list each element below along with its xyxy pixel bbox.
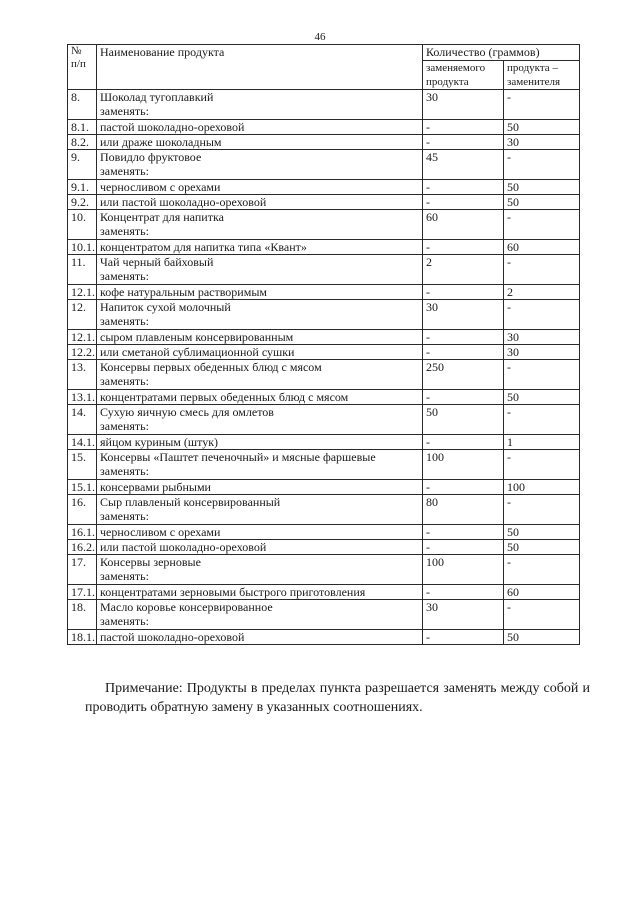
row-number: 15.1. xyxy=(68,480,97,495)
product-name: Сухую яичную смесь для омлетов xyxy=(100,405,274,419)
replace-label: заменять: xyxy=(100,464,149,478)
substitute-quantity: 30 xyxy=(504,330,580,345)
table-row xyxy=(68,480,580,495)
product-name: пастой шоколадно-ореховой xyxy=(100,630,245,644)
row-number: 10. xyxy=(68,210,97,240)
substitute-quantity: 100 xyxy=(504,480,580,495)
row-number: 17. xyxy=(68,555,97,585)
replaced-quantity: - xyxy=(423,525,504,540)
table-row xyxy=(68,345,580,360)
substitute-quantity: - xyxy=(504,210,580,240)
product-name: или пастой шоколадно-ореховой xyxy=(100,540,267,554)
table-row xyxy=(68,360,580,390)
substitute-quantity: - xyxy=(504,300,580,330)
row-number: 8.1. xyxy=(68,120,97,135)
row-number: 9.2. xyxy=(68,195,97,210)
substitute-quantity: - xyxy=(504,405,580,435)
product-name: кофе натуральным растворимым xyxy=(100,285,267,299)
replaced-quantity: - xyxy=(423,330,504,345)
product-name: или драже шоколадным xyxy=(100,135,222,149)
product-name: Напиток сухой молочный xyxy=(100,300,231,314)
product-name-cell xyxy=(97,180,423,195)
product-name: Концентрат для напитка xyxy=(100,210,224,224)
product-name: Консервы первых обеденных блюд с мясом xyxy=(100,360,322,374)
replaced-quantity: - xyxy=(423,285,504,300)
product-name: Консервы «Паштет печеночный» и мясные фаршевые xyxy=(100,450,376,464)
row-number: 12.2. xyxy=(68,345,97,360)
table-row xyxy=(68,405,580,435)
substitute-quantity: 50 xyxy=(504,195,580,210)
row-number: 12. xyxy=(68,300,97,330)
replaced-quantity: - xyxy=(423,480,504,495)
product-name-cell xyxy=(97,150,423,180)
replaced-quantity: 100 xyxy=(423,450,504,480)
product-name-cell xyxy=(97,525,423,540)
product-name-cell xyxy=(97,390,423,405)
product-name-cell xyxy=(97,495,423,525)
substitute-quantity: 50 xyxy=(504,630,580,645)
table-row xyxy=(68,135,580,150)
table-row xyxy=(68,210,580,240)
table-row xyxy=(68,585,580,600)
table-row xyxy=(68,435,580,450)
replaced-quantity: 2 xyxy=(423,255,504,285)
replaced-quantity: 50 xyxy=(423,405,504,435)
header-replaced: заменяемого продукта xyxy=(423,61,504,90)
substitute-quantity: 30 xyxy=(504,345,580,360)
replace-label: заменять: xyxy=(100,419,149,433)
table-row xyxy=(68,390,580,405)
table-row xyxy=(68,90,580,120)
row-number: 9.1. xyxy=(68,180,97,195)
substitute-quantity: 50 xyxy=(504,525,580,540)
replace-label: заменять: xyxy=(100,224,149,238)
table-row xyxy=(68,555,580,585)
table-row xyxy=(68,255,580,285)
product-name-cell xyxy=(97,450,423,480)
table-row xyxy=(68,150,580,180)
substitute-quantity: - xyxy=(504,360,580,390)
table-row xyxy=(68,195,580,210)
table-row xyxy=(68,180,580,195)
table-row xyxy=(68,120,580,135)
product-name: Повидло фруктовое xyxy=(100,150,202,164)
replace-label: заменять: xyxy=(100,314,149,328)
table-row xyxy=(68,495,580,525)
row-number: 16. xyxy=(68,495,97,525)
product-name-cell xyxy=(97,135,423,150)
replaced-quantity: - xyxy=(423,345,504,360)
substitute-quantity: 50 xyxy=(504,120,580,135)
product-name: концентратами зерновыми быстрого приготовления xyxy=(100,585,366,599)
product-name-cell xyxy=(97,360,423,390)
product-name-cell xyxy=(97,210,423,240)
product-name-cell xyxy=(97,240,423,255)
substitute-quantity: - xyxy=(504,495,580,525)
row-number: 15. xyxy=(68,450,97,480)
table-row xyxy=(68,630,580,645)
substitute-quantity: 50 xyxy=(504,390,580,405)
product-name: или сметаной сублимационной сушки xyxy=(100,345,295,359)
row-number: 18.1. xyxy=(68,630,97,645)
row-number: 8.2. xyxy=(68,135,97,150)
substitute-quantity: - xyxy=(504,555,580,585)
product-name: черносливом с орехами xyxy=(100,180,221,194)
product-name-cell xyxy=(97,195,423,210)
product-name: Чай черный байховый xyxy=(100,255,214,269)
replaced-quantity: - xyxy=(423,390,504,405)
replaced-quantity: - xyxy=(423,195,504,210)
substitute-quantity: - xyxy=(504,450,580,480)
substitute-quantity: - xyxy=(504,150,580,180)
replaced-quantity: 80 xyxy=(423,495,504,525)
product-name-cell xyxy=(97,480,423,495)
replaced-quantity: 45 xyxy=(423,150,504,180)
product-name: сыром плавленым консервированным xyxy=(100,330,294,344)
row-number: 12.1. xyxy=(68,285,97,300)
product-name-cell xyxy=(97,255,423,285)
replace-label: заменять: xyxy=(100,269,149,283)
product-name-cell xyxy=(97,285,423,300)
replaced-quantity: - xyxy=(423,630,504,645)
replaced-quantity: 60 xyxy=(423,210,504,240)
row-number: 16.1. xyxy=(68,525,97,540)
replaced-quantity: - xyxy=(423,585,504,600)
replaced-quantity: 30 xyxy=(423,600,504,630)
replace-label: заменять: xyxy=(100,104,149,118)
replaced-quantity: 30 xyxy=(423,90,504,120)
substitute-quantity: 60 xyxy=(504,585,580,600)
product-name: или пастой шоколадно-ореховой xyxy=(100,195,267,209)
product-name: консервами рыбными xyxy=(100,480,211,494)
substitute-quantity: 2 xyxy=(504,285,580,300)
table-row xyxy=(68,600,580,630)
header-substitute: продукта – заменителя xyxy=(504,61,580,90)
replaced-quantity: - xyxy=(423,540,504,555)
product-name-cell xyxy=(97,435,423,450)
product-name-cell xyxy=(97,630,423,645)
product-name-cell xyxy=(97,90,423,120)
substitute-quantity: 60 xyxy=(504,240,580,255)
product-name-cell xyxy=(97,405,423,435)
header-name: Наименование продукта xyxy=(97,45,423,90)
product-name: Сыр плавленый консервированный xyxy=(100,495,281,509)
replaced-quantity: 100 xyxy=(423,555,504,585)
substitute-quantity: 30 xyxy=(504,135,580,150)
table-row xyxy=(68,540,580,555)
row-number: 8. xyxy=(68,90,97,120)
row-number: 14.1. xyxy=(68,435,97,450)
replaced-quantity: - xyxy=(423,240,504,255)
table-row xyxy=(68,450,580,480)
table-row xyxy=(68,525,580,540)
substitution-table xyxy=(67,44,580,645)
substitute-quantity: 1 xyxy=(504,435,580,450)
replaced-quantity: 30 xyxy=(423,300,504,330)
replace-label: заменять: xyxy=(100,164,149,178)
row-number: 18. xyxy=(68,600,97,630)
substitute-quantity: 50 xyxy=(504,540,580,555)
table-row xyxy=(68,330,580,345)
row-number: 13. xyxy=(68,360,97,390)
product-name: Шоколад тугоплавкий xyxy=(100,90,214,104)
row-number: 9. xyxy=(68,150,97,180)
note-paragraph: Примечание: Продукты в пределах пункта разрешается заменять между собой и проводить обратную замену в указанных соотношениях. xyxy=(85,681,590,715)
replace-label: заменять: xyxy=(100,374,149,388)
product-name: яйцом куриным (штук) xyxy=(100,435,219,449)
table-row xyxy=(68,300,580,330)
replace-label: заменять: xyxy=(100,569,149,583)
row-number: 16.2. xyxy=(68,540,97,555)
product-name-cell xyxy=(97,120,423,135)
replaced-quantity: 250 xyxy=(423,360,504,390)
replaced-quantity: - xyxy=(423,120,504,135)
substitute-quantity: - xyxy=(504,90,580,120)
product-name: концентратом для напитка типа «Квант» xyxy=(100,240,307,254)
product-name: Масло коровье консервированное xyxy=(100,600,273,614)
table-row xyxy=(68,240,580,255)
product-name: Консервы зерновые xyxy=(100,555,201,569)
product-name-cell xyxy=(97,555,423,585)
product-name: концентратами первых обеденных блюд с мясом xyxy=(100,390,349,404)
product-name-cell xyxy=(97,300,423,330)
replace-label: заменять: xyxy=(100,614,149,628)
header-quantity: Количество (граммов) xyxy=(423,45,580,61)
substitute-quantity: - xyxy=(504,600,580,630)
table-row xyxy=(68,285,580,300)
table-body xyxy=(68,90,580,645)
row-number: 11. xyxy=(68,255,97,285)
product-name: черносливом с орехами xyxy=(100,525,221,539)
replaced-quantity: - xyxy=(423,435,504,450)
product-name-cell xyxy=(97,585,423,600)
substitute-quantity: 50 xyxy=(504,180,580,195)
product-name-cell xyxy=(97,345,423,360)
product-name-cell xyxy=(97,330,423,345)
replaced-quantity: - xyxy=(423,180,504,195)
product-name-cell xyxy=(97,540,423,555)
header-number: № п/п xyxy=(68,45,97,90)
replace-label: заменять: xyxy=(100,509,149,523)
row-number: 10.1. xyxy=(68,240,97,255)
row-number: 14. xyxy=(68,405,97,435)
page-number: 46 xyxy=(314,31,326,43)
product-name: пастой шоколадно-ореховой xyxy=(100,120,245,134)
replaced-quantity: - xyxy=(423,135,504,150)
row-number: 17.1. xyxy=(68,585,97,600)
row-number: 12.1. xyxy=(68,330,97,345)
substitute-quantity: - xyxy=(504,255,580,285)
row-number: 13.1. xyxy=(68,390,97,405)
product-name-cell xyxy=(97,600,423,630)
